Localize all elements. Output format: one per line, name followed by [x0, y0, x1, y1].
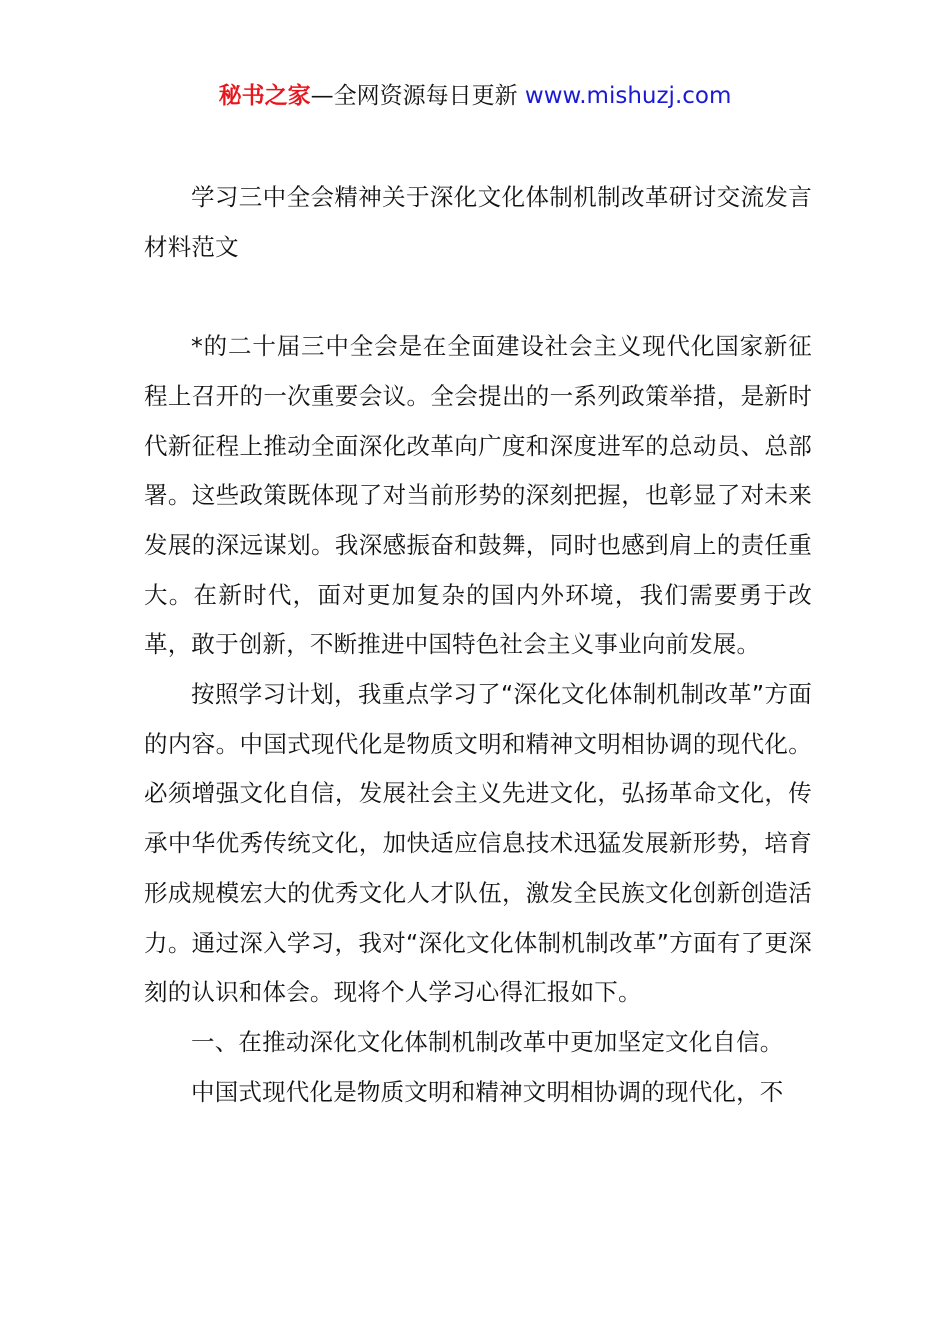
- document-body: [144, 173, 812, 1117]
- paragraph: 中国式现代化是物质文明和精神文明相协调的现代化，不: [191, 1077, 784, 1106]
- site-brand: 秘书之家: [218, 83, 311, 109]
- site-url-link[interactable]: www.mishuzj.com: [524, 83, 732, 109]
- paragraph: 按照学习计划，我重点学习了“深化文化体制机制改革”方面的内容。中国式现代化是物质文明和精神文明相协调的现代化。必须增强文化自信，发展社会主义先进文化，弘扬革命文化，传承中华优秀传统文化，加快适应信息技术迅猛发展新形势，培育形成规模宏大的优秀文化人才队伍，激发全民族文化创新创造活力。通过深入学习，我对“深化文化体制机制改革”方面有了更深刻的认识和体会。现将个人学习心得汇报如下。: [144, 680, 812, 1007]
- site-tagline: —全网资源每日更新: [310, 83, 518, 109]
- paragraph: *的二十届三中全会是在全面建设社会主义现代化国家新征程上召开的一次重要会议。全会提出的一系列政策举措，是新时代新征程上推动全面深化改革向广度和深度进军的总动员、总部署。这些政策既体现了对当前形势的深刻把握，也彰显了对未来发展的深远谋划。我深感振奋和鼓舞，同时也感到肩上的责任重大。在新时代，面对更加复杂的国内外环境，我们需要勇于改革，敢于创新，不断推进中国特色社会主义事业向前发展。: [144, 332, 812, 659]
- document-title: 学习三中全会精神关于深化文化体制机制改革研讨交流发言材料范文: [144, 183, 812, 261]
- section-heading: 一、在推动深化文化体制机制改革中更加坚定文化自信。: [191, 1027, 784, 1056]
- site-header: [0, 78, 950, 114]
